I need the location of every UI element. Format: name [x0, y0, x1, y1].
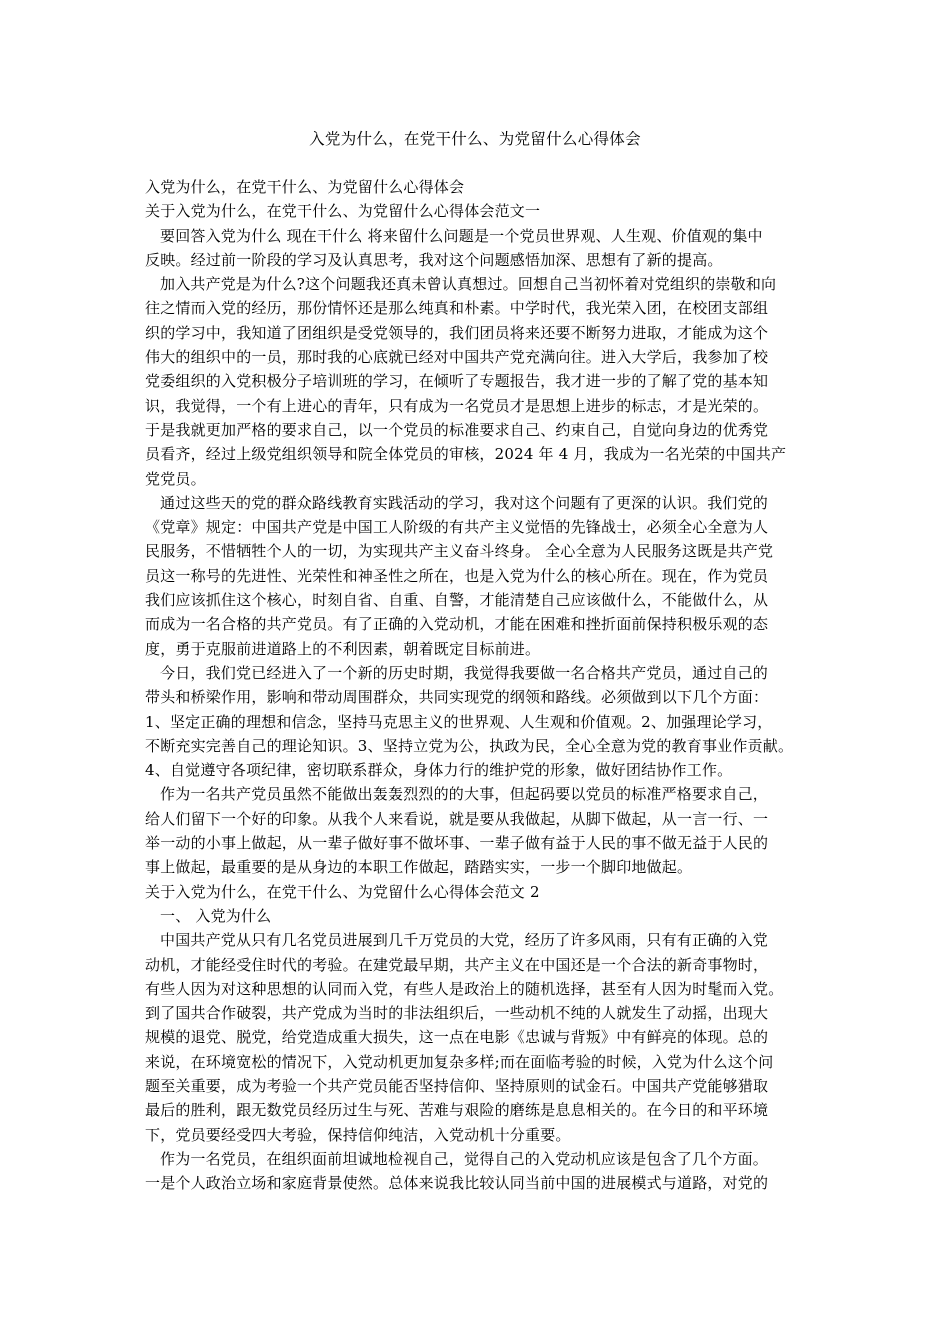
text-line: 作为一名共产党员虽然不能做出轰轰烈烈的的大事，但起码要以党员的标准严格要求自己，	[160, 785, 769, 804]
text-line: 而成为一名合格的共产党员。有了正确的入党动机，才能在困难和挫折面前保持积极乐观的态	[145, 615, 769, 634]
text-line: 党委组织的入党积极分子培训班的学习，在倾听了专题报告，我才进一步的了解了党的基本知	[145, 372, 769, 391]
text-line: 入党为什么，在党干什么、为党留什么心得体会	[145, 178, 465, 196]
text-line: 作为一名党员，在组织面前坦诚地检视自己，觉得自己的入党动机应该是包含了几个方面。	[160, 1149, 769, 1168]
text-line: 反映。经过前一阶段的学习及认真思考，我对这个问题感悟加深、思想有了新的提高。	[145, 250, 723, 269]
text-line: 织的学习中，我知道了团组织是受党领导的，我们团员将来还要不断努力进取，才能成为这个	[145, 323, 769, 342]
text-line: 员这一称号的先进性、光荣性和神圣性之所在，也是入党为什么的核心所在。现在，作为党员	[145, 566, 769, 585]
text-line: 员看齐，经过上级党组织领导和院全体党员的审核，2024 年 4 月，我成为一名光荣的中国共产	[145, 445, 787, 464]
text-line: 往之情而入党的经历，那份情怀还是那么纯真和朴素。中学时代，我光荣入团，在校团支部组	[145, 299, 769, 318]
text-line: 民服务，不惜牺牲个人的一切，为实现共产主义奋斗终身。 全心全意为人民服务这既是共产党	[145, 542, 774, 561]
text-line: 伟大的组织中的一员，那时我的心底就已经对中国共产党充满向往。进入大学后，我参加了校	[145, 348, 769, 367]
text-line: 1、坚定正确的理想和信念，坚持马克思主义的世界观、人生观和价值观。2、加强理论学习，	[145, 712, 773, 731]
text-line: 于是我就更加严格的要求自己，以一个党员的标准要求自己、约束自己，自觉向身边的优秀党	[145, 420, 769, 439]
text-line: 来说，在环境宽松的情况下，入党动机更加复杂多样;而在面临考验的时候，入党为什么这个问	[145, 1052, 774, 1071]
text-line: 给人们留下一个好的印象。从我个人来看说，就是要从我做起，从脚下做起，从一言一行、一	[145, 809, 769, 828]
text-line: 下，党员要经受四大考验，保持信仰纯洁，入党动机十分重要。	[145, 1125, 571, 1144]
text-line: 我们应该抓住这个核心，时刻自省、自重、自警，才能清楚自己应该做什么，不能做什么，从	[145, 591, 769, 610]
text-line: 加入共产党是为什么?这个问题我还真未曾认真想过。回想自己当初怀着对党组织的崇敬和向	[160, 275, 777, 294]
text-line: 一是个人政治立场和家庭背景使然。总体来说我比较认同当前中国的进展模式与道路，对党的	[145, 1174, 769, 1193]
text-line: 动机，才能经受住时代的考验。在建党最早期，共产主义在中国还是一个合法的新奇事物时，	[145, 955, 769, 974]
document-body	[145, 175, 805, 1195]
text-line: 《党章》规定：中国共产党是中国工人阶级的有共产主义觉悟的先锋战士，必须全心全意为人	[145, 518, 769, 537]
text-line: 中国共产党从只有几名党员进展到几千万党员的大党，经历了许多风雨，只有有正确的入党	[160, 931, 769, 950]
text-line: 识，我觉得，一个有上进心的青年，只有成为一名党员才是思想上进步的标志，才是光荣的。	[145, 396, 769, 415]
text-line: 最后的胜利，跟无数党员经历过生与死、苦难与艰险的磨练是息息相关的。在今日的和平环境	[145, 1101, 769, 1120]
text-line: 规模的退党、脱党，给党造成重大损失，这一点在电影《忠诚与背叛》中有鲜亮的体现。总的	[145, 1028, 769, 1047]
text-line: 通过这些天的党的群众路线教育实践活动的学习，我对这个问题有了更深的认识。我们党的	[160, 493, 769, 512]
text-line: 一、 入党为什么	[160, 906, 272, 925]
text-line: 今日，我们党已经进入了一个新的历史时期，我觉得我要做一名合格共产党员，通过自己的	[160, 663, 769, 682]
text-line: 要回答入党为什么 现在干什么 将来留什么问题是一个党员世界观、人生观、价值观的集中	[160, 226, 763, 245]
text-line: 举一动的小事上做起，从一辈子做好事不做坏事、一辈子做有益于人民的事不做无益于人民的	[145, 834, 769, 853]
text-line: 度，勇于克服前进道路上的不利因素，朝着既定目标前进。	[145, 639, 541, 658]
text-line: 党党员。	[145, 469, 206, 488]
text-line: 事上做起，最重要的是从身边的本职工作做起，踏踏实实，一步一个脚印地做起。	[145, 858, 693, 877]
text-line: 关于入党为什么，在党干什么、为党留什么心得体会范文一	[145, 202, 541, 221]
text-line: 4、自觉遵守各项纪律，密切联系群众，身体力行的维护党的形象，做好团结协作工作。	[145, 761, 733, 780]
text-line: 有些人因为对这种思想的认同而入党，有些人是政治上的随机选择，甚至有人因为时髦而入党。	[145, 979, 784, 998]
text-line: 题至关重要，成为考验一个共产党员能否坚持信仰、坚持原则的试金石。中国共产党能够猎取	[145, 1076, 769, 1095]
text-line: 带头和桥梁作用，影响和带动周围群众，共同实现党的纲领和路线。必须做到以下几个方面：	[145, 688, 769, 707]
text-line: 到了国共合作破裂，共产党成为当时的非法组织后，一些动机不纯的人就发生了动摇，出现大	[145, 1004, 769, 1023]
document-title: 入党为什么，在党干什么、为党留什么心得体会	[309, 130, 641, 148]
text-line: 不断充实完善自己的理论知识。3、坚持立党为公，执政为民，全心全意为党的教育事业作贡献。	[145, 736, 794, 755]
text-line: 关于入党为什么，在党干什么、为党留什么心得体会范文 2	[145, 882, 540, 901]
